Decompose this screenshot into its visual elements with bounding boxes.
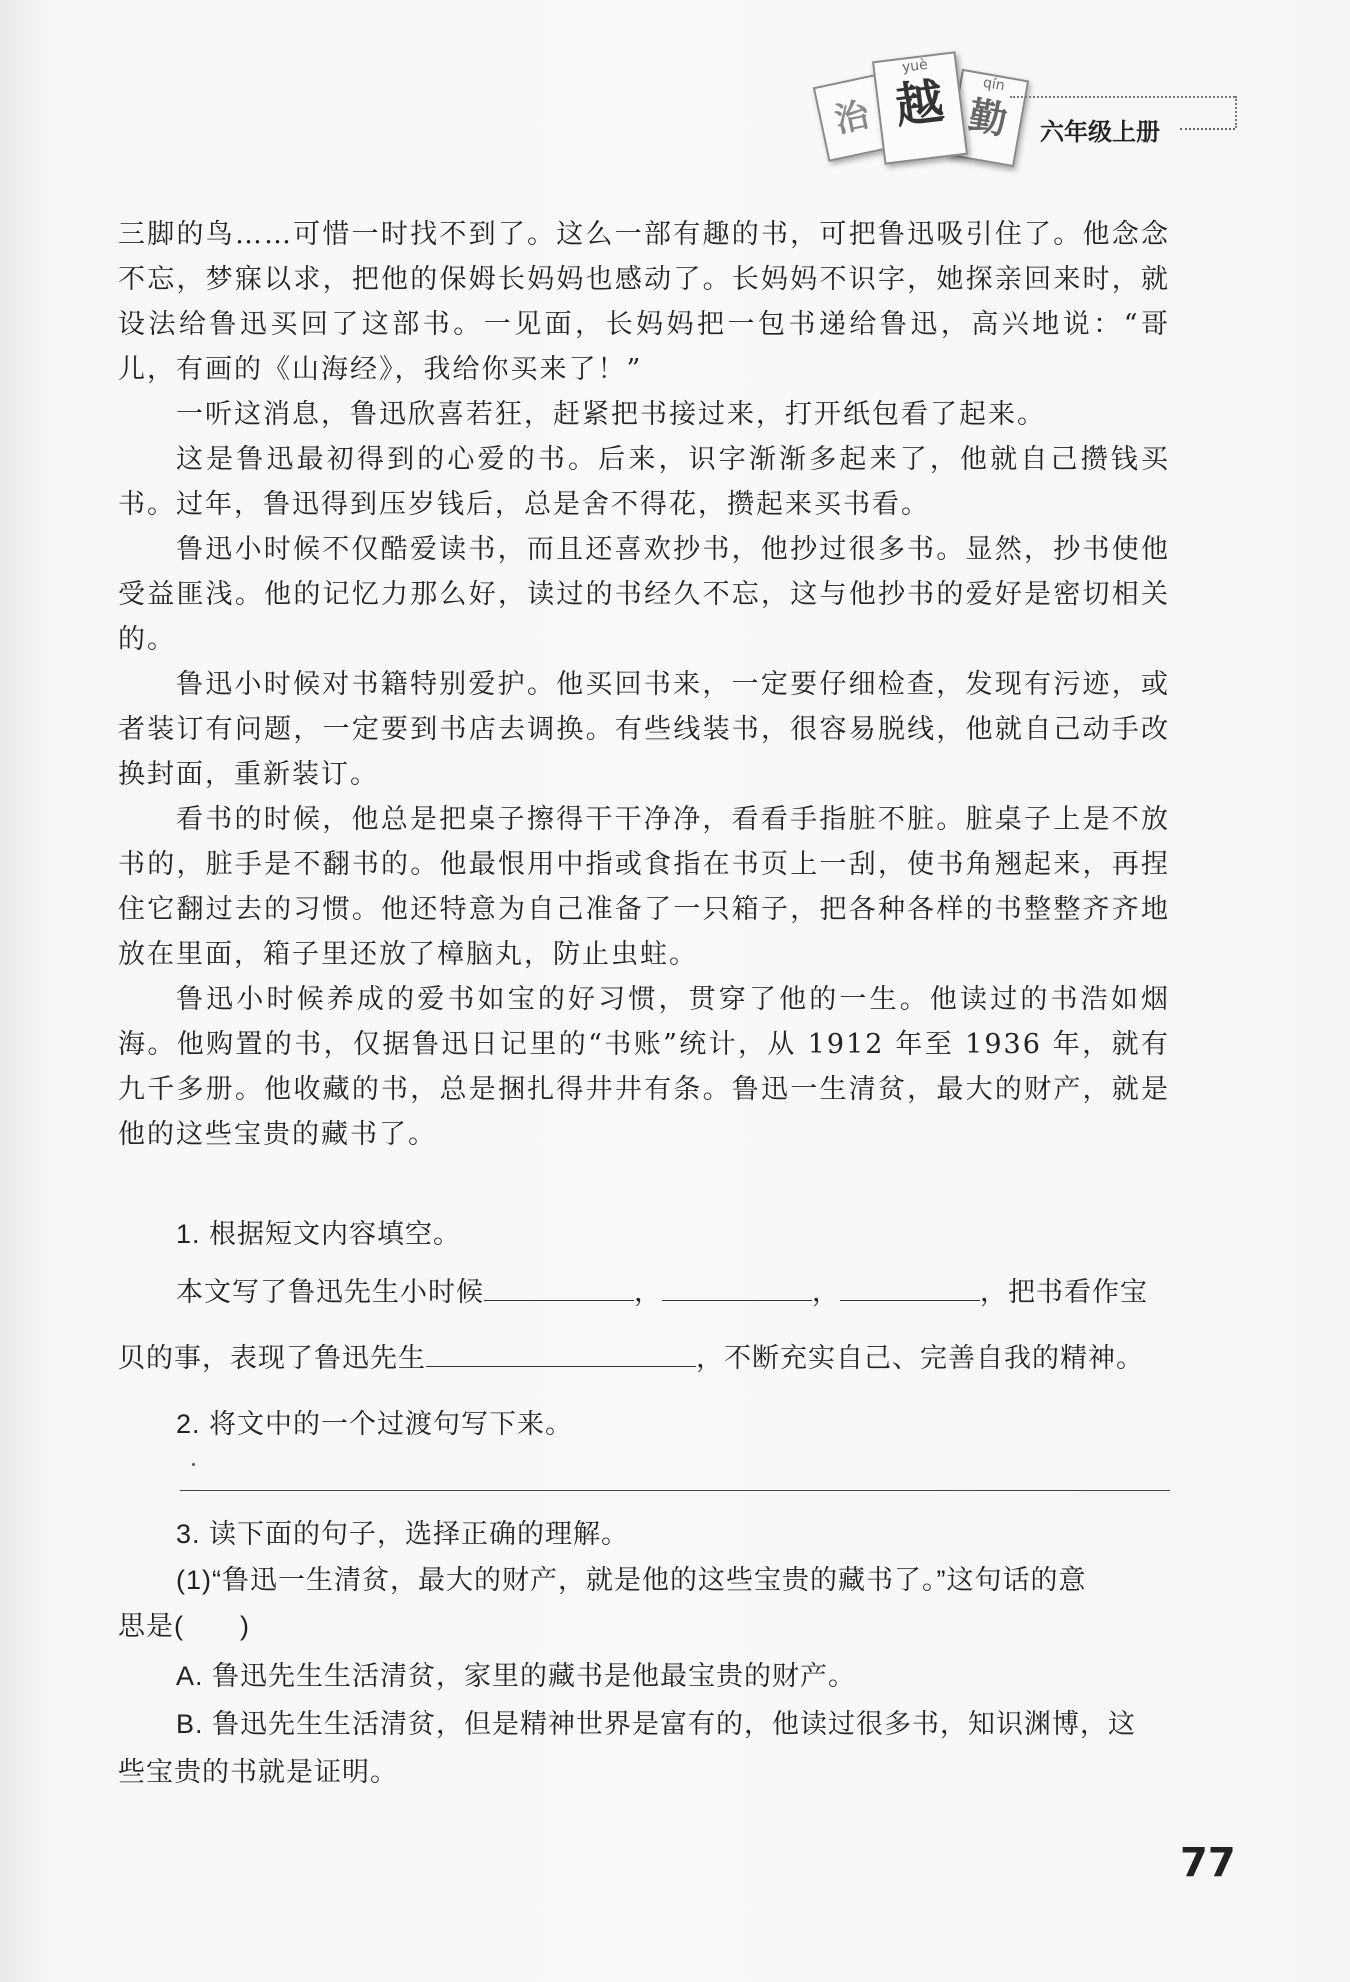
passage-paragraph-4: 鲁迅小时候不仅酷爱读书，而且还喜欢抄书，他抄过很多书。显然，抄书使他受益匪浅。他的记忆力那么好，读过的书经久不忘，这与他抄书的爱好是密切相关的。 [118, 534, 1170, 655]
option-b-row-2 [118, 1750, 1170, 1789]
question-3-title-row [118, 1512, 1170, 1551]
q1-text-a: 本文写了鲁迅先生小时候 [176, 1277, 484, 1307]
question-1-title-row [118, 1212, 1170, 1251]
logo-card-yue [872, 51, 968, 164]
question-3-title: 3. 读下面的句子，选择正确的理解。 [176, 1519, 630, 1549]
q3-1-text-b[interactable]: 思是( ) [118, 1611, 250, 1641]
q1-text-d: ，不断充实自己、完善自我的精神。 [696, 1343, 1144, 1373]
header-dotted-rule [1010, 96, 1235, 98]
question-1-line-1 [118, 1270, 1170, 1309]
option-b-b: 些宝贵的书就是证明。 [118, 1757, 398, 1787]
passage-paragraph-6: 看书的时候，他总是把桌子擦得干干净净，看看手指脏不脏。脏桌子上是不放书的，脏手是不翻书的。他最恨用中指或食指在书页上一刮，使书角翘起来，再捏住它翻过去的习惯。他还特意为自己准备了一只箱子，把各种各样的书整整齐齐地放在里面，箱子里还放了樟脑丸，防止虫蛀。 [118, 804, 1170, 970]
series-logo [820, 52, 1020, 182]
passage-paragraph-7: 鲁迅小时候养成的爱书如宝的好习惯，贯穿了他的一生。他读过的书浩如烟海。他购置的书，仅据鲁迅日记里的“书账”统计，从 1912 年至 1936 年，就有九千多册。他收藏的书，总是捆扎得井井有条。鲁迅一生清贫，最大的财产，就是他的这些宝贵的藏书了。 [118, 984, 1170, 1150]
q3-1-text-a: (1)“鲁迅一生清贫，最大的财产，就是他的这些宝贵的藏书了。”这句话的意 [176, 1565, 1087, 1595]
q1-blank-1[interactable] [484, 1300, 634, 1301]
option-a: A. 鲁迅先生生活清贫，家里的藏书是他最宝贵的财产。 [176, 1661, 857, 1691]
q1-separator-2: ， [812, 1277, 840, 1307]
question-1-title: 1. 根据短文内容填空。 [176, 1219, 462, 1249]
option-a-row [118, 1654, 1170, 1693]
answer-dot [192, 1463, 195, 1466]
header-dotted-vertical [1235, 96, 1237, 128]
q1-blank-3[interactable] [840, 1300, 980, 1301]
logo-char-1: 治 [831, 94, 873, 142]
q1-blank-4[interactable] [426, 1366, 696, 1367]
question-2-answer-line[interactable] [180, 1490, 1170, 1491]
q1-blank-2[interactable] [662, 1300, 812, 1301]
logo-char-3: 勤 [965, 92, 1011, 143]
grade-dotted-line [1180, 128, 1235, 130]
logo-char-2: 越 [892, 73, 947, 135]
logo-pinyin-3: qín [981, 74, 1006, 95]
option-b-row-1 [118, 1702, 1170, 1741]
q1-text-b: ，把书看作宝 [980, 1277, 1148, 1307]
q1-text-c: 贝的事，表现了鲁迅先生 [118, 1343, 426, 1373]
passage-paragraph-2: 一听这消息，鲁迅欣喜若狂，赶紧把书接过来，打开纸包看了起来。 [176, 399, 1046, 430]
passage-paragraph-5: 鲁迅小时候对书籍特别爱护。他买回书来，一定要仔细检查，发现有污迹，或者装订有问题，一定要到书店去调换。有些线装书，很容易脱线，他就自己动手改换封面，重新装订。 [118, 669, 1170, 790]
question-3-1-line-2 [118, 1604, 1170, 1643]
question-3-1-line-1 [118, 1558, 1170, 1597]
reading-passage [118, 212, 1170, 1157]
page-number: 77 [1180, 1840, 1236, 1886]
option-b-a: B. 鲁迅先生生活清贫，但是精神世界是富有的，他读过很多书，知识渊博，这 [176, 1709, 1137, 1739]
q1-separator-1: ， [634, 1277, 662, 1307]
question-2-title-row [118, 1402, 1170, 1441]
grade-label: 六年级上册 [1040, 118, 1160, 146]
passage-paragraph-3: 这是鲁迅最初得到的心爱的书。后来，识字渐渐多起来了，他就自己攒钱买书。过年，鲁迅得到压岁钱后，总是舍不得花，攒起来买书看。 [118, 444, 1170, 520]
question-1-line-2 [118, 1336, 1170, 1375]
passage-paragraph-1: 三脚的鸟……可惜一时找不到了。这么一部有趣的书，可把鲁迅吸引住了。他念念不忘，梦寐以求，把他的保姆长妈妈也感动了。长妈妈不识字，她探亲回来时，就设法给鲁迅买回了这部书。一见面，长妈妈把一包书递给鲁迅，高兴地说：“哥儿，有画的《山海经》，我给你买来了！” [118, 219, 1170, 385]
question-2-title: 2. 将文中的一个过渡句写下来。 [176, 1409, 574, 1439]
logo-pinyin-2: yuè [901, 56, 929, 76]
